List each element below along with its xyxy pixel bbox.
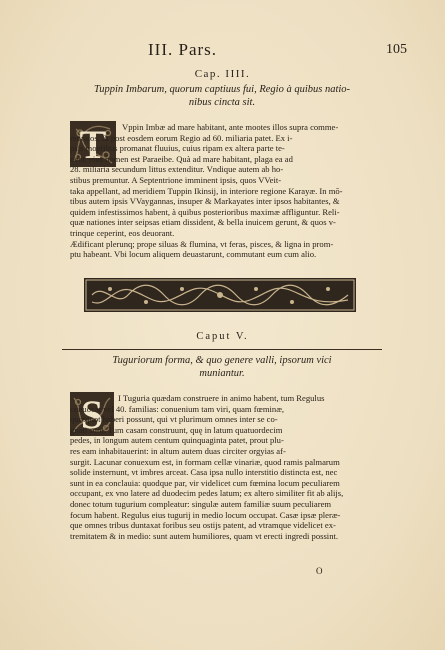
initial-letter: S: [80, 392, 104, 436]
chapter-heading: Cap. IIII.: [194, 68, 251, 80]
catchword: O: [316, 566, 323, 576]
woodcut-ornament-band: [84, 278, 356, 312]
page-number: 105: [386, 42, 407, 57]
running-head-title: III. Pars.: [148, 40, 218, 59]
caput-body-text: I Tuguria quædam construere in animo habent, tum Regulus conuocat vel 40. familias: conuenium tam viri, quam fœminæ, quotquot haberi possunt, qui vt plurimum omnes inter se co- gnati sunt. Tum casam construunt, quę in latum quatuordecim pedes, in longum autem centum quinquaginta patet, prout plu- res eam inhabitauerint: in altum autem duas circiter orgyias af- surgit. Lacunar conuexum est, in formam cellæ vinariæ, quod ramis palmarum solide insternunt, vt imbres arceat. Casa ipsa nullo interstitio distincta est, nec sunt in ea conclauia: quodque par, vir videlicet cum fœmina locum peculiarem occupant, ex vno latere ad duodecim pedes latum; ex altero similiter fit ab alijs, donec totum tugurium compleatur: singulæ autem familiæ suum peculiarem focum habent. Regulus eius tugurij in medio locum occupat. Casæ ipsæ pleræ- que omnes tribus duntaxat foribus seu ostijs patent, ad vtramque videlicet ex- tremitatem & in medio: sunt autem humiliores, quam vt erecti ingredi possint.: [70, 393, 344, 541]
initial-letter: T: [79, 122, 107, 167]
caput-heading: Caput V.: [196, 331, 249, 342]
caput-title: Tuguriorum forma, & quo genere valli, ipsorum vici muniantur.: [112, 355, 332, 379]
chapter-body-text: Vppin Imbæ ad mare habitant, ante mootes illos supra comme- moratos, & post eosdem eorum Regio ad 60. miliaria patet. Ex i- psis montibus promanat fluuius, cuius ripam ex altera parte te- nent, eius nomen est Paraeibe. Quà ad mare habitant, plaga ea ad 28. miliaria secundum littus extenditur. Vndique autem ab ho- stibus premuntur. A Septentrione imminent ipsis, quos VVeit- taka appellant, ad meridiem Tuppin Ikinsij, in interiore regione Karayæ. In mō- tibus autem ipsis VVaygannas, insuper & Markayates inter ipsos habitantes, & quidem infestissimos habent, à quibus posterioribus maximæ affliguntur. Reli- quæ nationes inter seipsas etiam dissident, & bella inuicem gerunt, & quos v- trinque ceperint, eos deuorant. Ædificant plerunq; prope siluas & flumina, vt feras, pisces, & ligna in prom- ptu habeant. Vbi locum aliquem deuastarunt, commutant eum cum alio.: [70, 122, 343, 260]
running-head: [0, 40, 445, 60]
chapter-title: Tuppin Imbarum, quorum captiuus fui, Regio à quibus natio- nibus cincta sit.: [93, 84, 351, 108]
heading-rule: [62, 349, 382, 350]
